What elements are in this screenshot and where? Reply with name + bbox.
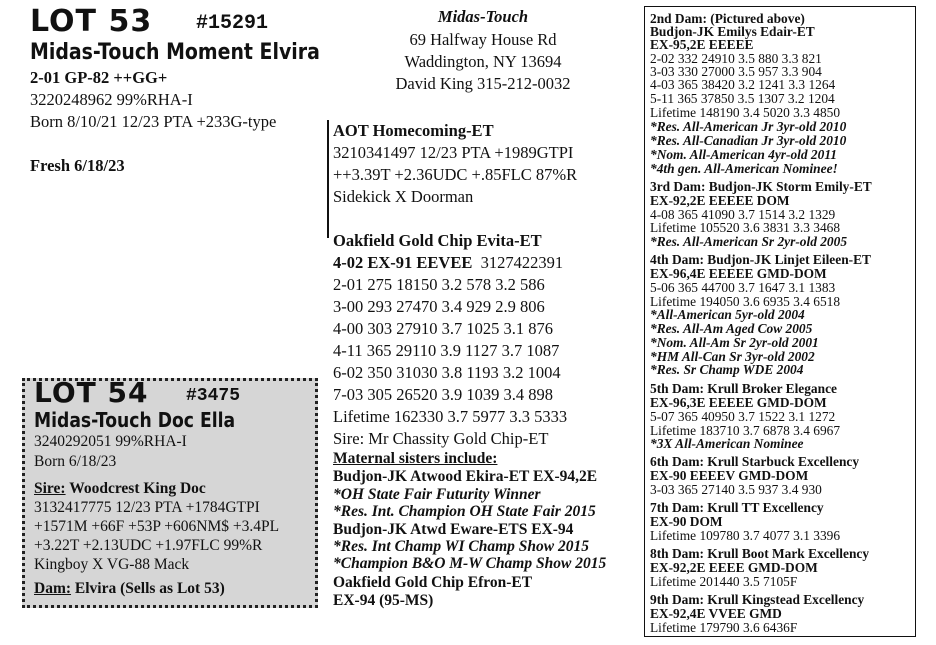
pedigree-note: *Res. All-Canadian Jr 3yr-old 2010	[650, 133, 847, 148]
pedigree-bold: EX-92,2E EEEEE DOM	[650, 193, 790, 208]
pedigree-note: *Nom. All-American 4yr-old 2011	[650, 147, 837, 162]
dam-record: 7-03 305 26520 3.9 1039 3.4 898	[333, 385, 553, 404]
pedigree-note: *HM All-Can Sr 3yr-old 2002	[650, 349, 815, 364]
lot54-dam-label: Dam:	[34, 580, 72, 597]
dam-registration: 3127422391	[480, 253, 564, 272]
pedigree-line: 5-06 365 44700 3.7 1647 3.1 1383	[650, 280, 836, 295]
consignor-name: Midas-Touch	[437, 7, 529, 26]
dam-record: 4-00 303 27910 3.7 1025 3.1 876	[333, 319, 553, 338]
consignor-address-1: 69 Halfway House Rd	[409, 30, 557, 49]
pedigree-note: *Res. All-Am Aged Cow 2005	[650, 321, 813, 336]
sister-note: *Res. Int. Champion OH State Fair 2015	[333, 503, 596, 520]
sire-line-3: Sidekick X Doorman	[333, 187, 474, 206]
dam-sire-line: Sire: Mr Chassity Gold Chip-ET	[333, 429, 549, 448]
lot54-dam-line	[34, 580, 225, 598]
maternal-sisters-heading: Maternal sisters include:	[333, 450, 498, 467]
lot54-sire-line	[34, 480, 206, 498]
consignor-address-2: Waddington, NY 13694	[404, 52, 562, 71]
pedigree-line: Lifetime 183710 3.7 6878 3.4 6967	[650, 423, 841, 438]
sister-name: Budjon-JK Atwd Eware-ETS EX-94	[333, 521, 574, 538]
pedigree-line: Lifetime 109780 3.7 4077 3.1 3396	[650, 528, 841, 543]
dam-lifetime: Lifetime 162330 3.7 5977 3.3 5333	[333, 407, 568, 426]
lot53-registration: 3220248962 99%RHA-I	[30, 90, 193, 109]
pedigree-line: 4-08 365 41090 3.7 1514 3.2 1329	[650, 207, 836, 222]
pedigree-bold: EX-96,4E EEEEE GMD-DOM	[650, 266, 827, 281]
sire-line-2: ++3.39T +2.36UDC +.85FLC 87%R	[333, 165, 578, 184]
sister-name: Oakfield Gold Chip Efron-ET	[333, 574, 533, 591]
pedigree-bold: EX-90 EEEEV GMD-DOM	[650, 468, 809, 483]
pedigree-line: Lifetime 179790 3.6 6436F	[650, 620, 798, 635]
lot53-number: #15291	[196, 12, 269, 35]
pedigree-line: 4-03 365 38420 3.2 1241 3.3 1264	[650, 77, 836, 92]
pedigree-header: 8th Dam: Krull Boot Mark Excellency	[650, 546, 870, 561]
lot54-dam-text: Elvira (Sells as Lot 53)	[74, 580, 225, 597]
lot54-number: #3475	[186, 386, 241, 406]
lot53-name: Midas-Touch Moment Elvira	[30, 40, 320, 65]
sire-name: AOT Homecoming-ET	[333, 121, 494, 140]
pedigree-line: 3-03 365 27140 3.5 937 3.4 930	[650, 482, 822, 497]
dam-classification: 4-02 EX-91 EEVEE	[333, 253, 473, 272]
pedigree-line: Lifetime 201440 3.5 7105F	[650, 574, 798, 589]
sister-classification: EX-94 (95-MS)	[333, 592, 434, 609]
sister-note: *Champion B&O M-W Champ Show 2015	[333, 555, 607, 572]
dam-name: Oakfield Gold Chip Evita-ET	[333, 231, 542, 250]
pedigree-note: *Res. All-American Sr 2yr-old 2005	[650, 234, 848, 249]
sister-note: *Res. Int Champ WI Champ Show 2015	[333, 538, 589, 555]
pedigree-line: 2-02 332 24910 3.5 880 3.3 821	[650, 51, 822, 66]
pedigree-note: *4th gen. All-American Nominee!	[650, 161, 838, 176]
pedigree-note: *Res. Sr Champ WDE 2004	[650, 362, 804, 377]
pedigree-note: *All-American 5yr-old 2004	[650, 307, 805, 322]
pedigree-line: 3-03 330 27000 3.5 957 3.3 904	[650, 64, 822, 79]
pedigree-bold: EX-92,4E VVEE GMD	[650, 606, 782, 621]
lot54-sire-info: +1571M +66F +53P +606NM$ +3.4PL	[34, 518, 280, 535]
lot53-title: LOT 53	[30, 4, 153, 39]
pedigree-note: *Nom. All-Am Sr 2yr-old 2001	[650, 335, 819, 350]
lot54-name: Midas-Touch Doc Ella	[34, 408, 236, 432]
pedigree-header: 2nd Dam: (Pictured above)	[650, 11, 805, 26]
pedigree-bold: EX-95,2E EEEEE	[650, 37, 754, 52]
pedigree-bold: Budjon-JK Emilys Edair-ET	[650, 24, 815, 39]
sister-name: Budjon-JK Atwood Ekira-ET EX-94,2E	[333, 468, 598, 485]
consignor-contact: David King 315-212-0032	[395, 74, 571, 93]
lot54-born: Born 6/18/23	[34, 453, 117, 470]
pedigree-header: 9th Dam: Krull Kingstead Excellency	[650, 592, 865, 607]
sire-line-1: 3210341497 12/23 PTA +1989GTPI	[333, 143, 574, 162]
pedigree-bold: EX-96,3E EEEEE GMD-DOM	[650, 395, 827, 410]
pedigree-line: Lifetime 105520 3.6 3831 3.3 3468	[650, 220, 841, 235]
lot54-sire-name: Woodcrest King Doc	[69, 480, 206, 497]
sister-note: *OH State Fair Futurity Winner	[333, 486, 541, 503]
pedigree-header: 6th Dam: Krull Starbuck Excellency	[650, 454, 860, 469]
lot54-title: LOT 54	[34, 376, 149, 409]
pedigree-header: 7th Dam: Krull TT Excellency	[650, 500, 824, 515]
lot53-born: Born 8/10/21 12/23 PTA +233G-type	[30, 112, 277, 131]
pedigree-bold: EX-90 DOM	[650, 514, 723, 529]
dam-class-line	[333, 253, 563, 273]
pedigree-line: Lifetime 194050 3.6 6935 3.4 6518	[650, 294, 841, 309]
pedigree-line: 5-07 365 40950 3.7 1522 3.1 1272	[650, 409, 836, 424]
lot54-sire-info: 3132417775 12/23 PTA +1784GTPI	[34, 499, 260, 516]
lot53-classification: 2-01 GP-82 ++GG+	[30, 68, 168, 87]
pedigree-header: 5th Dam: Krull Broker Elegance	[650, 381, 837, 396]
dam-record: 3-00 293 27470 3.4 929 2.9 806	[333, 297, 545, 316]
pedigree-line: Lifetime 148190 3.4 5020 3.3 4850	[650, 105, 841, 120]
lot53-fresh: Fresh 6/18/23	[30, 156, 125, 175]
dam-record: 2-01 275 18150 3.2 578 3.2 586	[333, 275, 545, 294]
lot54-registration: 3240292051 99%RHA-I	[34, 433, 187, 450]
lot54-sire-label: Sire:	[34, 480, 66, 497]
pedigree-bold: EX-92,2E EEEE GMD-DOM	[650, 560, 818, 575]
pedigree-header: 4th Dam: Budjon-JK Linjet Eileen-ET	[650, 252, 871, 267]
lot54-sire-info: +3.22T +2.13UDC +1.97FLC 99%R	[34, 537, 263, 554]
lot54-sire-info: Kingboy X VG-88 Mack	[34, 556, 190, 573]
sire-divider	[327, 120, 329, 238]
pedigree-note: *3X All-American Nominee	[650, 436, 804, 451]
pedigree-header: 3rd Dam: Budjon-JK Storm Emily-ET	[650, 179, 872, 194]
dam-record: 6-02 350 31030 3.8 1193 3.2 1004	[333, 363, 561, 382]
dam-record: 4-11 365 29110 3.9 1127 3.7 1087	[333, 341, 560, 360]
pedigree-note: *Res. All-American Jr 3yr-old 2010	[650, 119, 847, 134]
pedigree-line: 5-11 365 37850 3.5 1307 3.2 1204	[650, 91, 835, 106]
